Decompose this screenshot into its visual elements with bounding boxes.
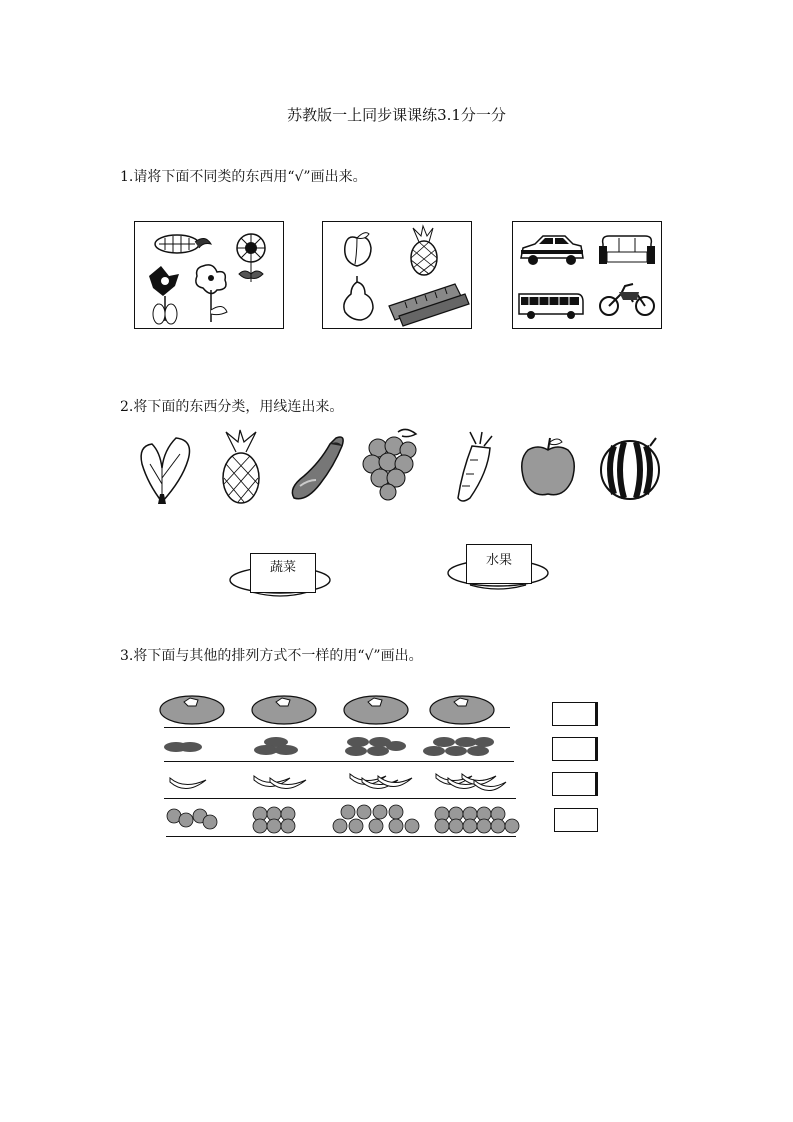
watermelon-icon bbox=[601, 438, 659, 499]
q3-row-2-answer-box[interactable] bbox=[552, 737, 598, 761]
apple-icon bbox=[333, 805, 419, 833]
melon-icon bbox=[430, 696, 494, 724]
q1-group-vehicles-drawing bbox=[513, 222, 661, 328]
bus-icon bbox=[519, 294, 583, 319]
q3-row-1-line bbox=[164, 727, 510, 728]
bean-icon bbox=[423, 737, 494, 756]
apple-icon bbox=[167, 809, 217, 829]
pear-icon bbox=[344, 276, 373, 320]
motorcycle-icon bbox=[600, 284, 654, 315]
banana-icon bbox=[170, 778, 206, 789]
q3-row-4-answer-box[interactable] bbox=[554, 808, 598, 832]
pineapple-icon bbox=[223, 430, 259, 503]
bean-icon bbox=[164, 742, 202, 752]
q3-row-3-answer-box[interactable] bbox=[552, 772, 598, 796]
ruler-icon bbox=[389, 284, 469, 326]
q3-row-1-items bbox=[160, 694, 510, 728]
tulip-icon bbox=[196, 265, 227, 322]
melon-icon bbox=[344, 696, 408, 724]
melon-icon bbox=[252, 696, 316, 724]
banana-icon bbox=[350, 774, 412, 789]
plate-left-label: 蔬菜 bbox=[250, 553, 316, 593]
grapes-icon bbox=[363, 429, 416, 500]
apple-icon bbox=[435, 807, 519, 833]
spinach-icon bbox=[141, 438, 189, 504]
bean-icon bbox=[345, 737, 406, 756]
question-2-text: 2.将下面的东西分类，用线连出来。 bbox=[120, 399, 344, 415]
car-icon bbox=[521, 236, 583, 265]
q3-row-2-items bbox=[160, 734, 510, 760]
melon-icon bbox=[160, 696, 224, 724]
carrot-icon bbox=[458, 432, 492, 501]
q1-group-plants bbox=[134, 221, 284, 329]
banana-icon bbox=[254, 776, 306, 789]
q1-group-vehicles bbox=[512, 221, 662, 329]
flower-icon bbox=[149, 266, 179, 324]
q3-row-4-items bbox=[160, 804, 520, 836]
q3-row-3-line bbox=[164, 798, 516, 799]
pineapple-icon bbox=[411, 226, 437, 275]
question-3-text: 3.将下面与其他的排列方式不一样的用“√”画出。 bbox=[120, 648, 423, 664]
plate-right-label: 水果 bbox=[466, 544, 532, 584]
q3-row-2-line bbox=[164, 761, 514, 762]
page-title: 苏教版一上同步课课练3.1分一分 bbox=[287, 106, 506, 124]
sunflower-icon bbox=[237, 234, 265, 282]
q2-items bbox=[130, 426, 670, 516]
question-1-text: 1.请将下面不同类的东西用“√”画出来。 bbox=[120, 169, 367, 185]
q1-group-fruits bbox=[322, 221, 472, 329]
sofa-icon bbox=[599, 236, 655, 264]
corn-icon bbox=[155, 235, 211, 253]
q1-group-plants-drawing bbox=[135, 222, 283, 328]
q3-row-1-answer-box[interactable] bbox=[552, 702, 598, 726]
eggplant-icon bbox=[292, 437, 343, 499]
bean-icon bbox=[254, 737, 298, 755]
q3-row-4-line bbox=[166, 836, 516, 837]
apple-icon bbox=[253, 807, 295, 833]
q3-row-3-items bbox=[160, 768, 520, 798]
peach-icon bbox=[345, 233, 371, 266]
q1-group-fruits-drawing bbox=[323, 222, 471, 328]
banana-icon bbox=[436, 774, 506, 791]
apple-icon bbox=[522, 438, 575, 495]
